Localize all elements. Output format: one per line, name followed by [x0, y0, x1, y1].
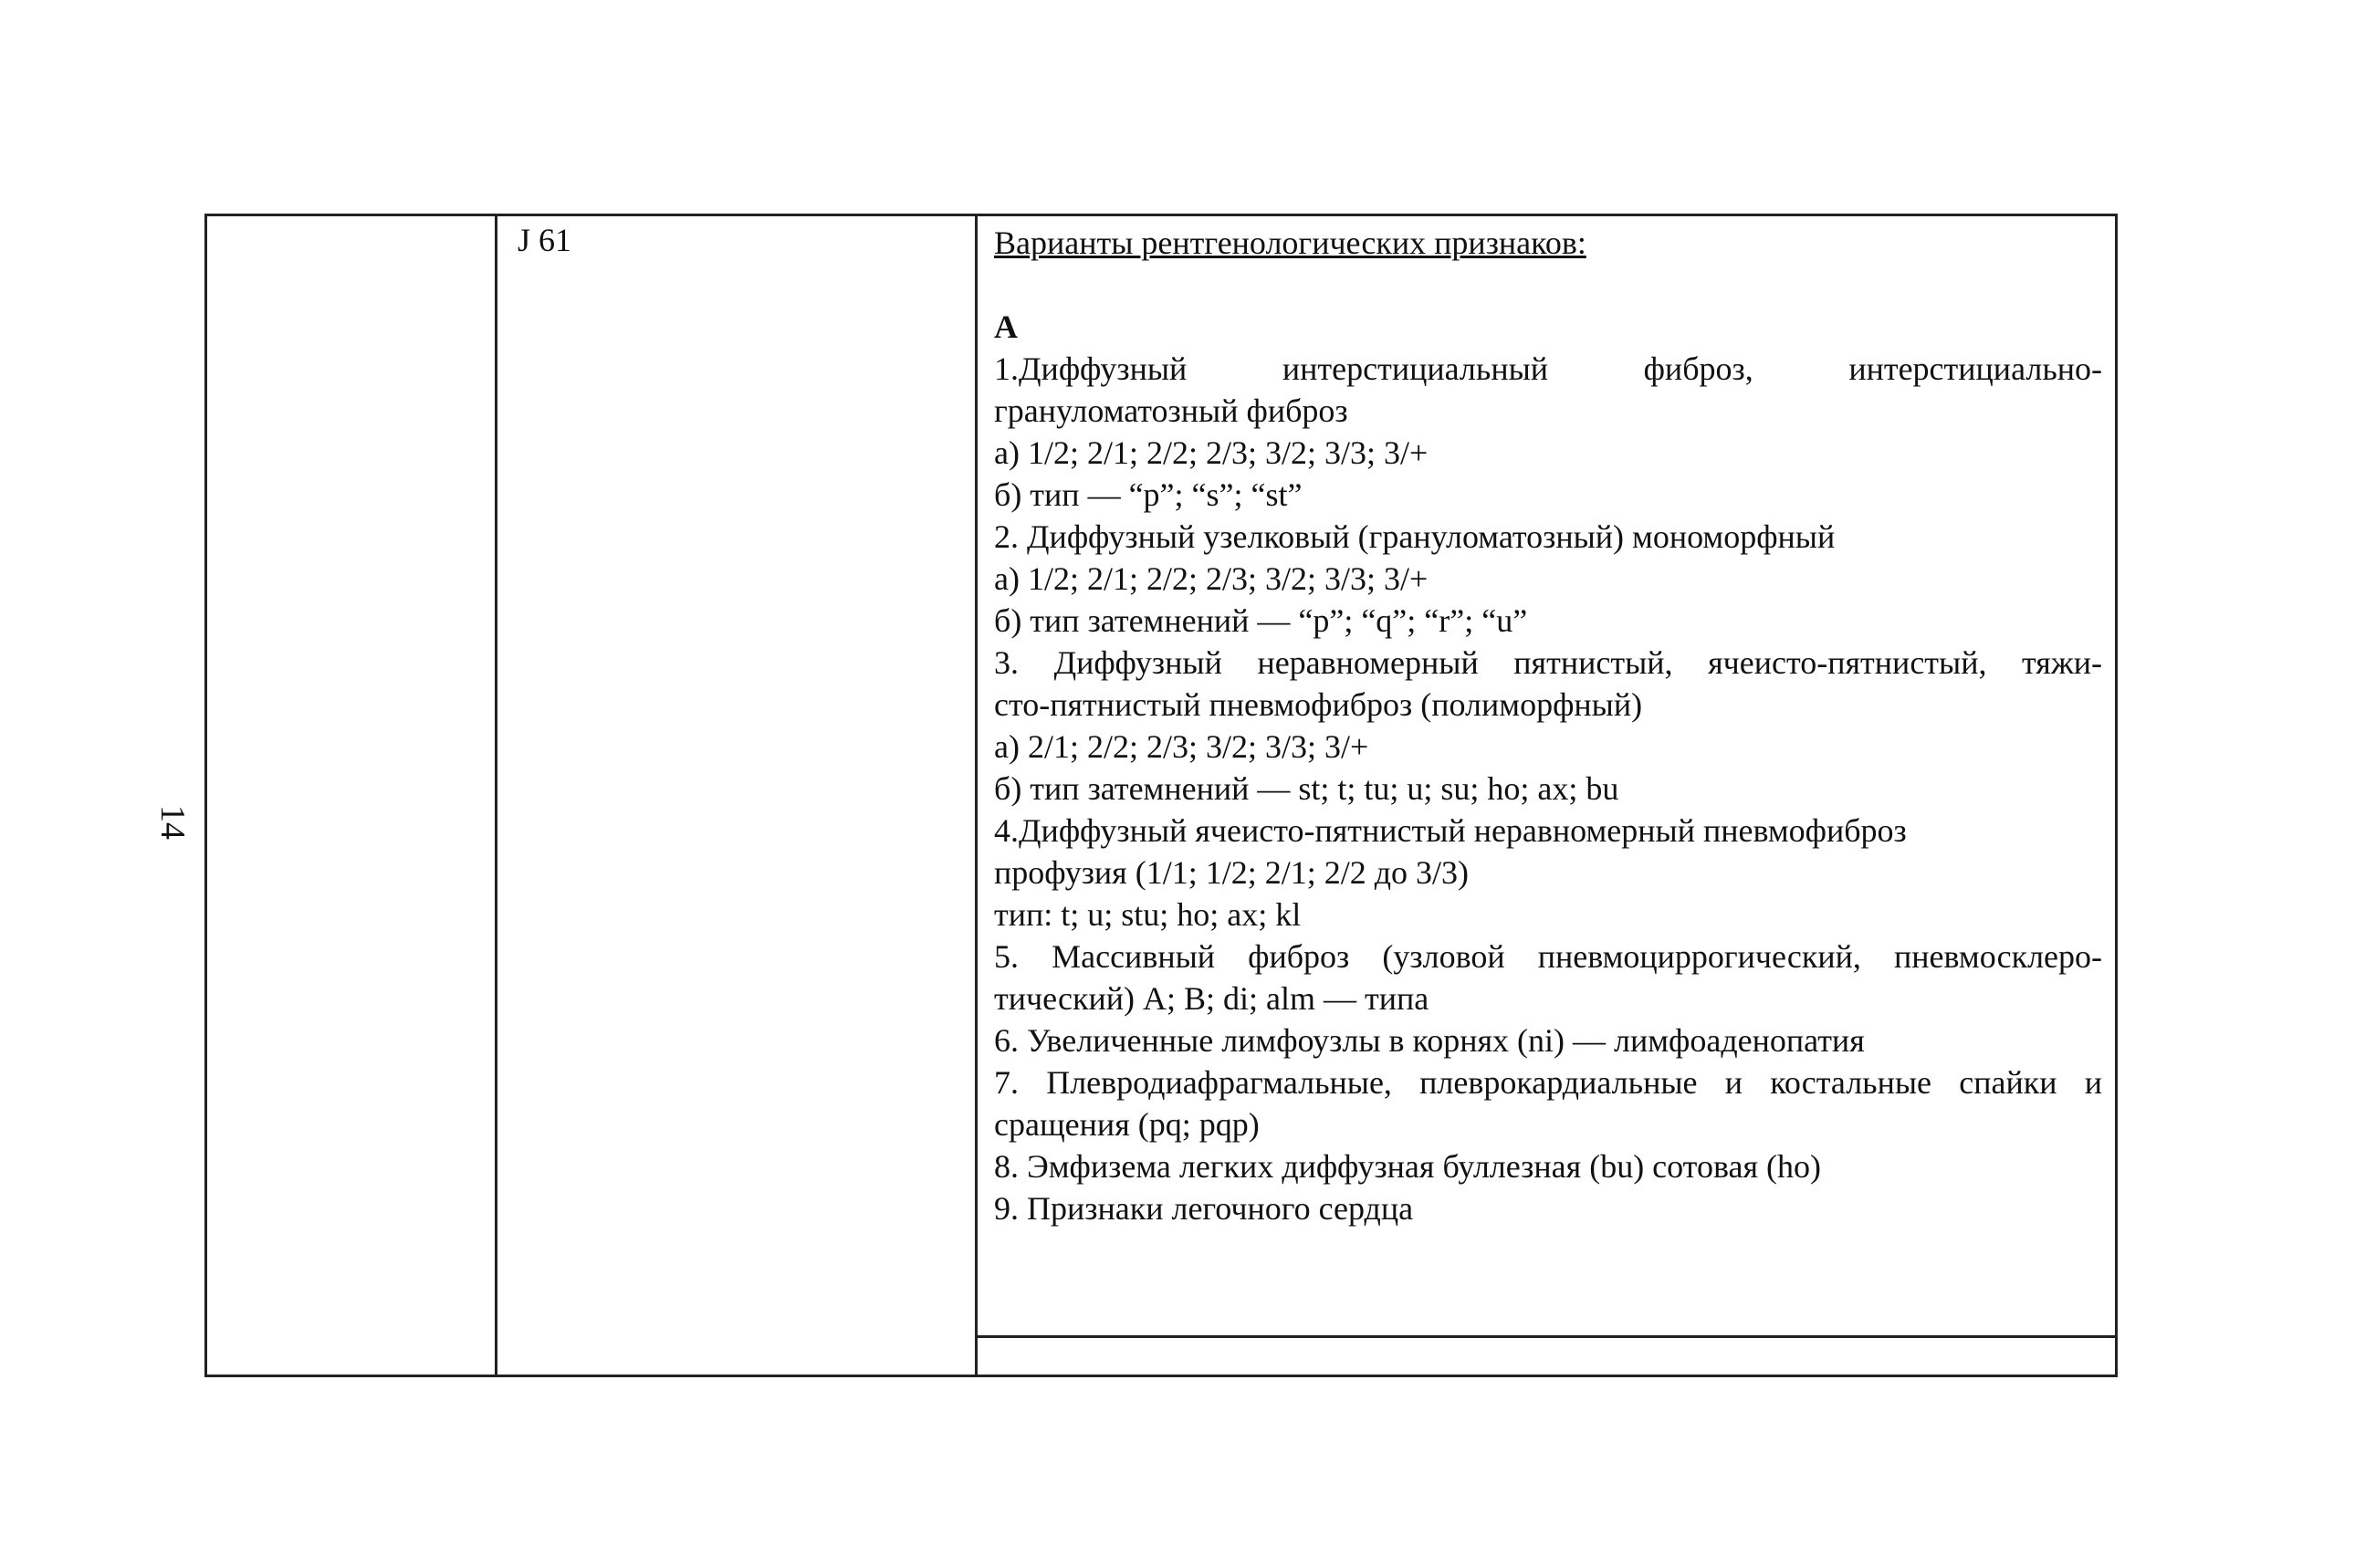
content-line: сращения (pq; pqp): [994, 1106, 1260, 1143]
content-line: а) 1/2; 2/1; 2/2; 2/3; 3/2; 3/3; 3/+: [994, 434, 1429, 471]
table-column-empty: [207, 216, 497, 1375]
content-line: сто-пятнистый пневмофиброз (полиморфный): [994, 686, 1643, 723]
content-line: 2. Диффузный узелковый (грануломатозный) мономорфный: [994, 518, 1836, 555]
content-line: профузия (1/1; 1/2; 2/1; 2/2 до 3/3): [994, 854, 1470, 891]
section-heading: Варианты рентгенологических признаков:: [994, 225, 1586, 261]
content-line: 3. Диффузный неравномерный пятнистый, ячеисто-пятнистый, тяжи-: [994, 644, 2102, 681]
content-line: тип: t; u; stu; ho; ax; kl: [994, 896, 1302, 933]
content-line: 8. Эмфизема легких диффузная буллезная (bu) сотовая (ho): [994, 1148, 1821, 1185]
content-line: 6. Увеличенные лимфоузлы в корнях (ni) — лимфоаденопатия: [994, 1022, 1865, 1059]
section-letter: А: [994, 308, 1018, 345]
content-cell: [994, 222, 2102, 1229]
content-lines: [994, 348, 2102, 1229]
page-number: 14: [153, 805, 192, 840]
content-line: а) 1/2; 2/1; 2/2; 2/3; 3/2; 3/3; 3/+: [994, 560, 1429, 597]
content-line: б) тип затемнений — “p”; “q”; “r”; “u”: [994, 602, 1528, 639]
content-line: 5. Массивный фиброз (узловой пневмоциррогический, пневмосклеро-: [994, 938, 2102, 975]
content-line: грануломатозный фиброз: [994, 392, 1348, 429]
disease-code: J 61: [518, 222, 572, 258]
content-line: 4.Диффузный ячеисто-пятнистый неравномерный пневмофиброз: [994, 812, 1907, 849]
content-line: 1.Диффузный интерстициальный фиброз, интерстициально-: [994, 350, 2102, 387]
content-line: а) 2/1; 2/2; 2/3; 3/2; 3/3; 3/+: [994, 728, 1369, 765]
content-line: б) тип — “p”; “s”; “st”: [994, 476, 1303, 513]
content-line: 9. Признаки легочного сердца: [994, 1190, 1414, 1227]
table-bottom-row-divider: [978, 1335, 2115, 1338]
criteria-table: [204, 214, 2118, 1377]
table-column-content: [978, 216, 2115, 1375]
content-line: 7. Плевродиафрагмальные, плеврокардиальные и костальные спайки и: [994, 1064, 2102, 1101]
table-column-code: [497, 216, 978, 1375]
content-line: тический) A; B; di; alm — типа: [994, 980, 1429, 1017]
content-line: б) тип затемнений — st; t; tu; u; su; ho; ax; bu: [994, 770, 1619, 807]
